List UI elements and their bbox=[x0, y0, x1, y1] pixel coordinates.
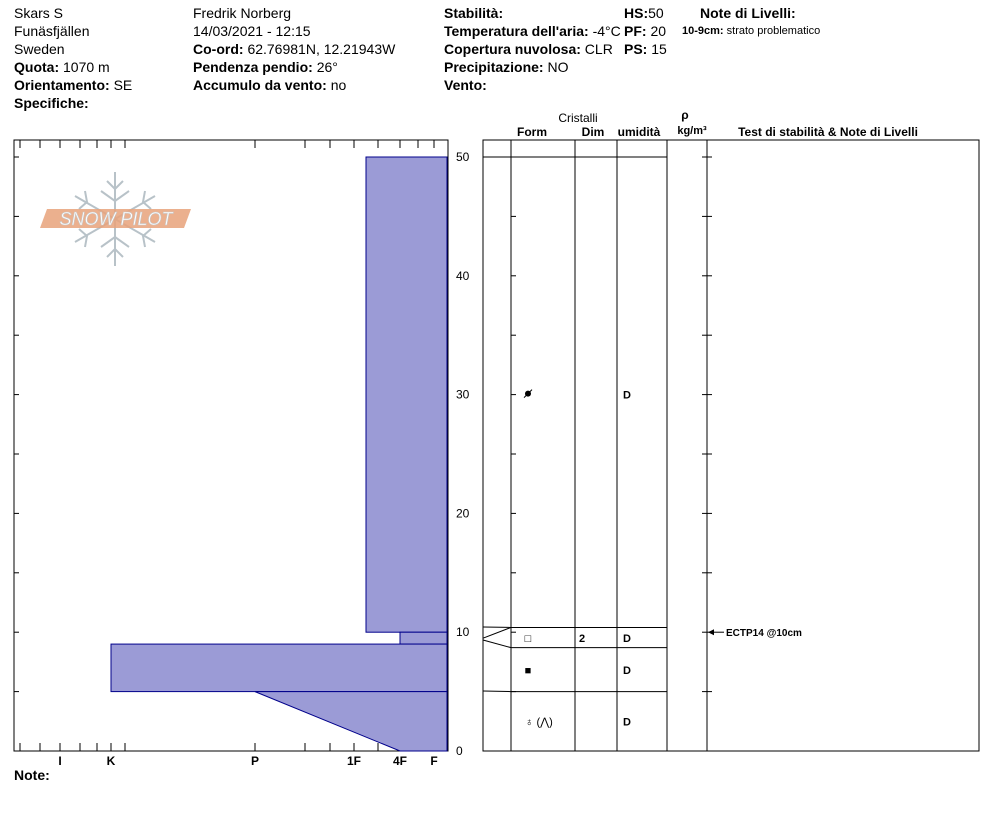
test-result-label: ECTP14 @10cm bbox=[726, 628, 802, 640]
depth-hoar-icon: ♁ (⋀) bbox=[525, 716, 553, 729]
pf-value: 20 bbox=[650, 23, 667, 39]
precip-label: Precipitazione: bbox=[444, 59, 544, 75]
hardness-layer bbox=[255, 692, 447, 751]
coord-label: Co-ord: bbox=[193, 41, 244, 57]
wind-label: Vento: bbox=[444, 77, 487, 93]
table-ticks bbox=[511, 157, 712, 751]
aspect-label: Orientamento: bbox=[14, 77, 110, 93]
coord-value: 62.76981N, 12.21943W bbox=[247, 41, 396, 57]
left-depth-ticks bbox=[14, 157, 19, 751]
sky-value: CLR bbox=[584, 41, 613, 57]
note-label: Note: bbox=[14, 767, 50, 783]
area-name: Funäsfjällen bbox=[14, 23, 90, 39]
depth-label: 20 bbox=[456, 506, 470, 521]
hs-label: HS: bbox=[624, 5, 649, 21]
stability-tests bbox=[708, 628, 802, 639]
stability-label: Stabilità: bbox=[444, 5, 504, 21]
layer-note-text: strato problematico bbox=[726, 25, 821, 37]
col-dim: Dim bbox=[581, 125, 605, 139]
depth-axis-labels bbox=[456, 150, 470, 758]
ps-value: 15 bbox=[651, 41, 667, 57]
air-temp-value: -4°C bbox=[592, 23, 621, 39]
layer-wetness: D bbox=[623, 665, 631, 678]
slope-value: 26° bbox=[316, 59, 338, 75]
layer-size: 2 bbox=[578, 633, 586, 646]
depth-label: 50 bbox=[456, 150, 470, 164]
precip-value: NO bbox=[547, 59, 569, 75]
col-density-unit: kg/m³ bbox=[677, 125, 707, 137]
table-frame bbox=[483, 140, 979, 751]
logo-text: SNOW PILOT bbox=[59, 209, 173, 229]
hardness-profile bbox=[111, 157, 447, 751]
hardness-label: P bbox=[250, 754, 260, 768]
col-rho: ρ bbox=[681, 108, 689, 122]
depth-label: 30 bbox=[456, 387, 470, 402]
depth-label: 0 bbox=[456, 744, 463, 758]
melt-freeze-icon: ■ bbox=[524, 665, 532, 678]
faceted-icon: □ bbox=[524, 633, 532, 646]
layer-wetness: D bbox=[623, 633, 631, 646]
slope-label: Pendenza pendio: bbox=[193, 59, 313, 75]
layer-note-depth: 10-9cm: bbox=[682, 25, 724, 37]
col-form: Form bbox=[517, 125, 547, 139]
col-cristalli: Cristalli bbox=[558, 111, 598, 125]
observer-name: Fredrik Norberg bbox=[193, 5, 292, 21]
ps-label: PS: bbox=[624, 41, 648, 57]
aspect-value: SE bbox=[113, 77, 133, 93]
hs-value: 50 bbox=[648, 5, 664, 21]
hardness-layer bbox=[366, 157, 447, 632]
pf-label: PF: bbox=[624, 23, 647, 39]
hardness-label: 1F bbox=[346, 754, 362, 768]
wind-load-value: no bbox=[330, 77, 347, 93]
air-temp-label: Temperatura dell'aria: bbox=[444, 23, 589, 39]
country-name: Sweden bbox=[14, 41, 65, 57]
site-name: Skars S bbox=[14, 5, 64, 21]
layer-notes-label: Note di Livelli: bbox=[700, 5, 796, 21]
hardness-layer bbox=[400, 632, 447, 644]
hardness-layer bbox=[111, 644, 447, 692]
snowpilot-logo bbox=[40, 172, 191, 266]
hardness-label: 4F bbox=[392, 754, 408, 768]
arrow-left-icon bbox=[708, 629, 714, 635]
observation-datetime: 14/03/2021 - 12:15 bbox=[193, 23, 311, 39]
specifics-label: Specifiche: bbox=[14, 95, 89, 111]
layer-wetness: D bbox=[623, 389, 631, 402]
depth-label: 10 bbox=[456, 625, 470, 640]
hardness-axis-labels bbox=[58, 754, 437, 768]
hardness-label: F bbox=[430, 754, 438, 768]
elevation-label: Quota: bbox=[14, 59, 60, 75]
depth-label: 40 bbox=[456, 268, 470, 283]
wind-load-label: Accumulo da vento: bbox=[193, 77, 327, 93]
col-tests: Test di stabilità & Note di Livelli bbox=[738, 125, 918, 139]
hardness-label: K bbox=[106, 754, 116, 768]
layer-wetness: D bbox=[623, 716, 631, 729]
col-umidita: umidità bbox=[617, 125, 661, 139]
elevation-value: 1070 m bbox=[63, 59, 110, 75]
hardness-label: I bbox=[58, 754, 62, 768]
sky-label: Copertura nuvolosa: bbox=[444, 41, 581, 57]
